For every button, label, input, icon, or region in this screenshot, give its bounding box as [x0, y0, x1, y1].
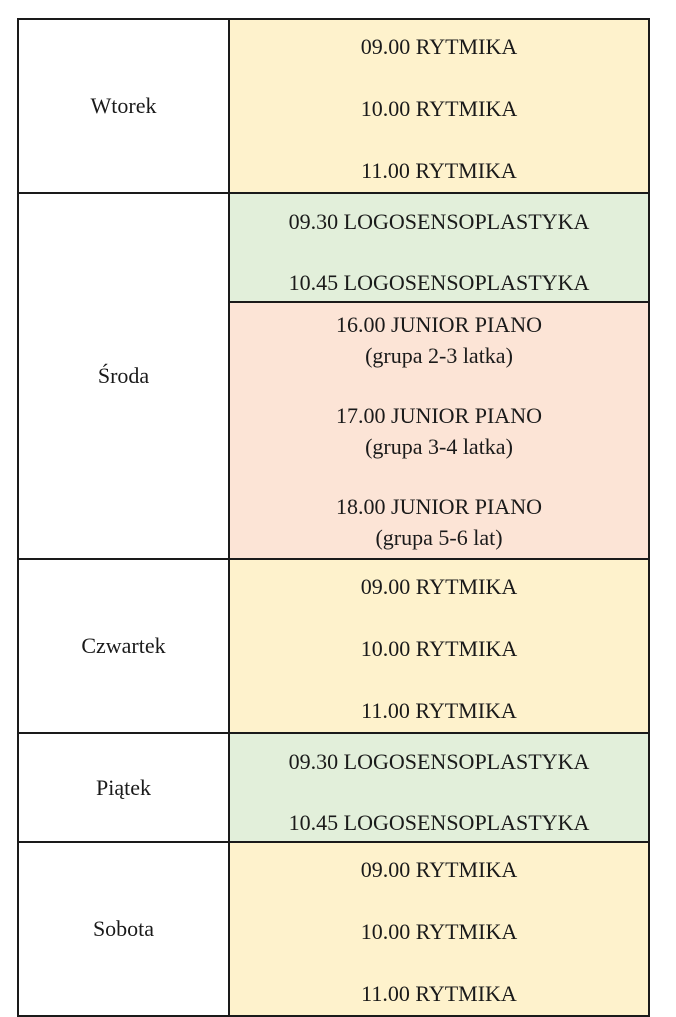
activity-slot: 10.00 RYTMIKA	[360, 96, 518, 121]
activity-slot: 09.30 LOGOSENSOPLASTYKA	[288, 209, 590, 234]
schedule-row-sroda	[19, 194, 648, 560]
day-cell: Wtorek	[19, 20, 230, 192]
day-cell: Sobota	[19, 843, 230, 1015]
activity-block-rytmika	[230, 20, 648, 192]
activity-block-logosensoplastyka	[230, 194, 648, 301]
activities-cell	[230, 843, 648, 1015]
activity-slot: 16.00 JUNIOR PIANO (grupa 2-3 latka)	[336, 312, 542, 368]
activities-cell	[230, 20, 648, 192]
activity-slot: 10.45 LOGOSENSOPLASTYKA	[288, 270, 590, 295]
schedule-row-wtorek	[19, 20, 648, 194]
schedule-row-czwartek	[19, 560, 648, 734]
activity-slot: 18.00 JUNIOR PIANO (grupa 5-6 lat)	[336, 494, 542, 550]
activity-slot: 11.00 RYTMIKA	[361, 158, 517, 183]
activity-slot: 10.00 RYTMIKA	[360, 919, 518, 944]
activity-slot: 10.00 RYTMIKA	[360, 636, 518, 661]
day-cell: Środa	[19, 194, 230, 558]
schedule-table	[17, 18, 650, 1017]
activity-slot: 11.00 RYTMIKA	[361, 981, 517, 1006]
activity-slot: 09.30 LOGOSENSOPLASTYKA	[288, 749, 590, 774]
schedule-row-sobota	[19, 843, 648, 1015]
activity-block-junior-piano	[230, 301, 648, 558]
day-cell: Piątek	[19, 734, 230, 841]
activities-cell	[230, 734, 648, 841]
day-cell: Czwartek	[19, 560, 230, 732]
activity-block-logosensoplastyka	[230, 734, 648, 841]
activities-cell	[230, 560, 648, 732]
activity-slot: 09.00 RYTMIKA	[360, 857, 518, 882]
activity-slot: 17.00 JUNIOR PIANO (grupa 3-4 latka)	[336, 403, 542, 459]
activity-block-rytmika	[230, 560, 648, 732]
activity-block-rytmika	[230, 843, 648, 1015]
activity-slot: 10.45 LOGOSENSOPLASTYKA	[288, 810, 590, 835]
activity-slot: 09.00 RYTMIKA	[360, 574, 518, 599]
activities-cell	[230, 194, 648, 558]
activity-slot: 09.00 RYTMIKA	[360, 34, 518, 59]
schedule-row-piatek	[19, 734, 648, 843]
activity-slot: 11.00 RYTMIKA	[361, 698, 517, 723]
